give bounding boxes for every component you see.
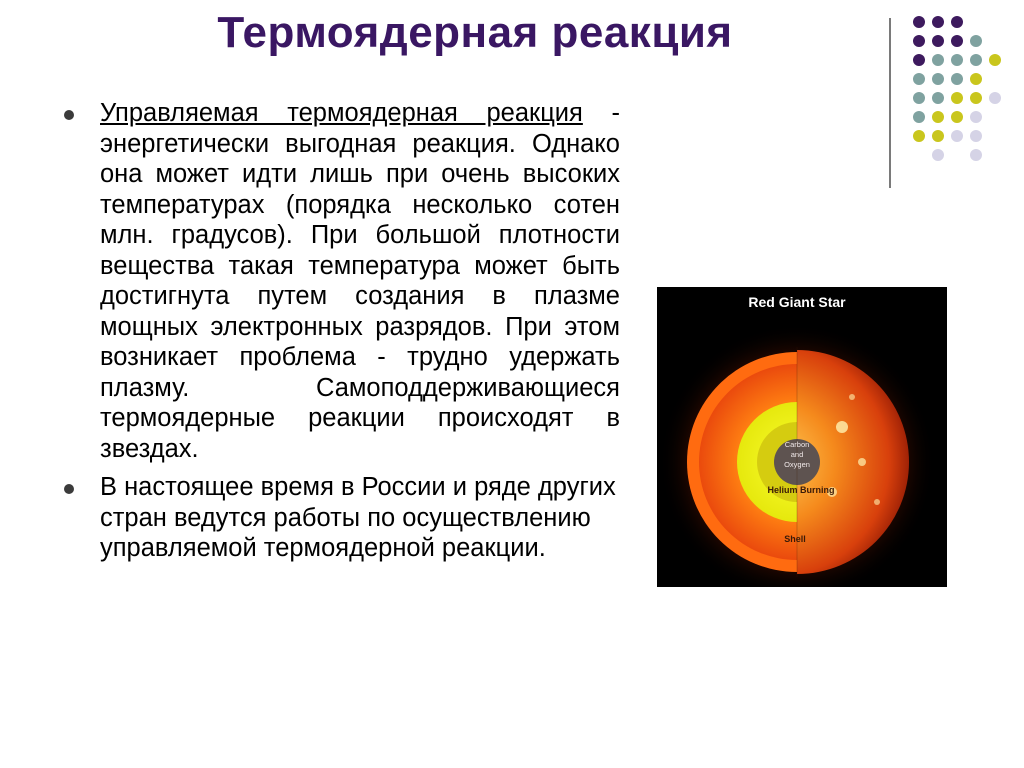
dot (970, 111, 982, 123)
bullet-item (60, 98, 620, 464)
dot (932, 149, 944, 161)
dot (951, 130, 963, 142)
dot (951, 35, 963, 47)
core-label-line1: Carbon (784, 440, 810, 449)
dot (913, 73, 925, 85)
dot (970, 73, 982, 85)
dot (951, 54, 963, 66)
dot (913, 92, 925, 104)
bullet-item (60, 472, 620, 564)
slide-title: Термоядерная реакция (217, 8, 733, 57)
bullet-text: - энергетически выгодная реакция. Однако она может идти лишь при очень высоких температурах (порядка несколько сотен млн. градусов). При большой плотности вещества такая температура может быть достигнута путем создания в плазме мощных электронных разрядов. При этом возникает проблема - трудно удержать плазму. Самоподдерживающиеся термоядерные реакции происходят в звездах. (100, 99, 621, 463)
bullet-dot-icon (64, 110, 74, 120)
dot (951, 16, 963, 28)
dot (970, 130, 982, 142)
bullet-text: В настоящее время в России и ряде других стран ведутся работы по осуществлению управляемой термоядерной реакции. (100, 473, 616, 562)
dot (932, 73, 944, 85)
helium-burning-label: Helium Burning (767, 485, 835, 495)
dot (989, 54, 1001, 66)
dot (951, 111, 963, 123)
dot (913, 130, 925, 142)
core-label-line3: Oxygen (784, 460, 810, 469)
core-label-line2: and (790, 450, 804, 459)
dot (932, 92, 944, 104)
dot (989, 92, 1001, 104)
link-text[interactable]: Управляемая термоядерная реакция (100, 99, 583, 127)
red-giant-star-image (657, 287, 947, 587)
dot (970, 92, 982, 104)
dot (951, 73, 963, 85)
bullet-dot-icon (64, 484, 74, 494)
dot (970, 54, 982, 66)
slide-body (60, 98, 620, 572)
dot (913, 111, 925, 123)
figure-title: Red Giant Star (748, 294, 846, 310)
dot (932, 130, 944, 142)
dot (951, 92, 963, 104)
dot (970, 35, 982, 47)
dot (932, 111, 944, 123)
dot (970, 149, 982, 161)
shell-label: Shell (784, 534, 806, 544)
